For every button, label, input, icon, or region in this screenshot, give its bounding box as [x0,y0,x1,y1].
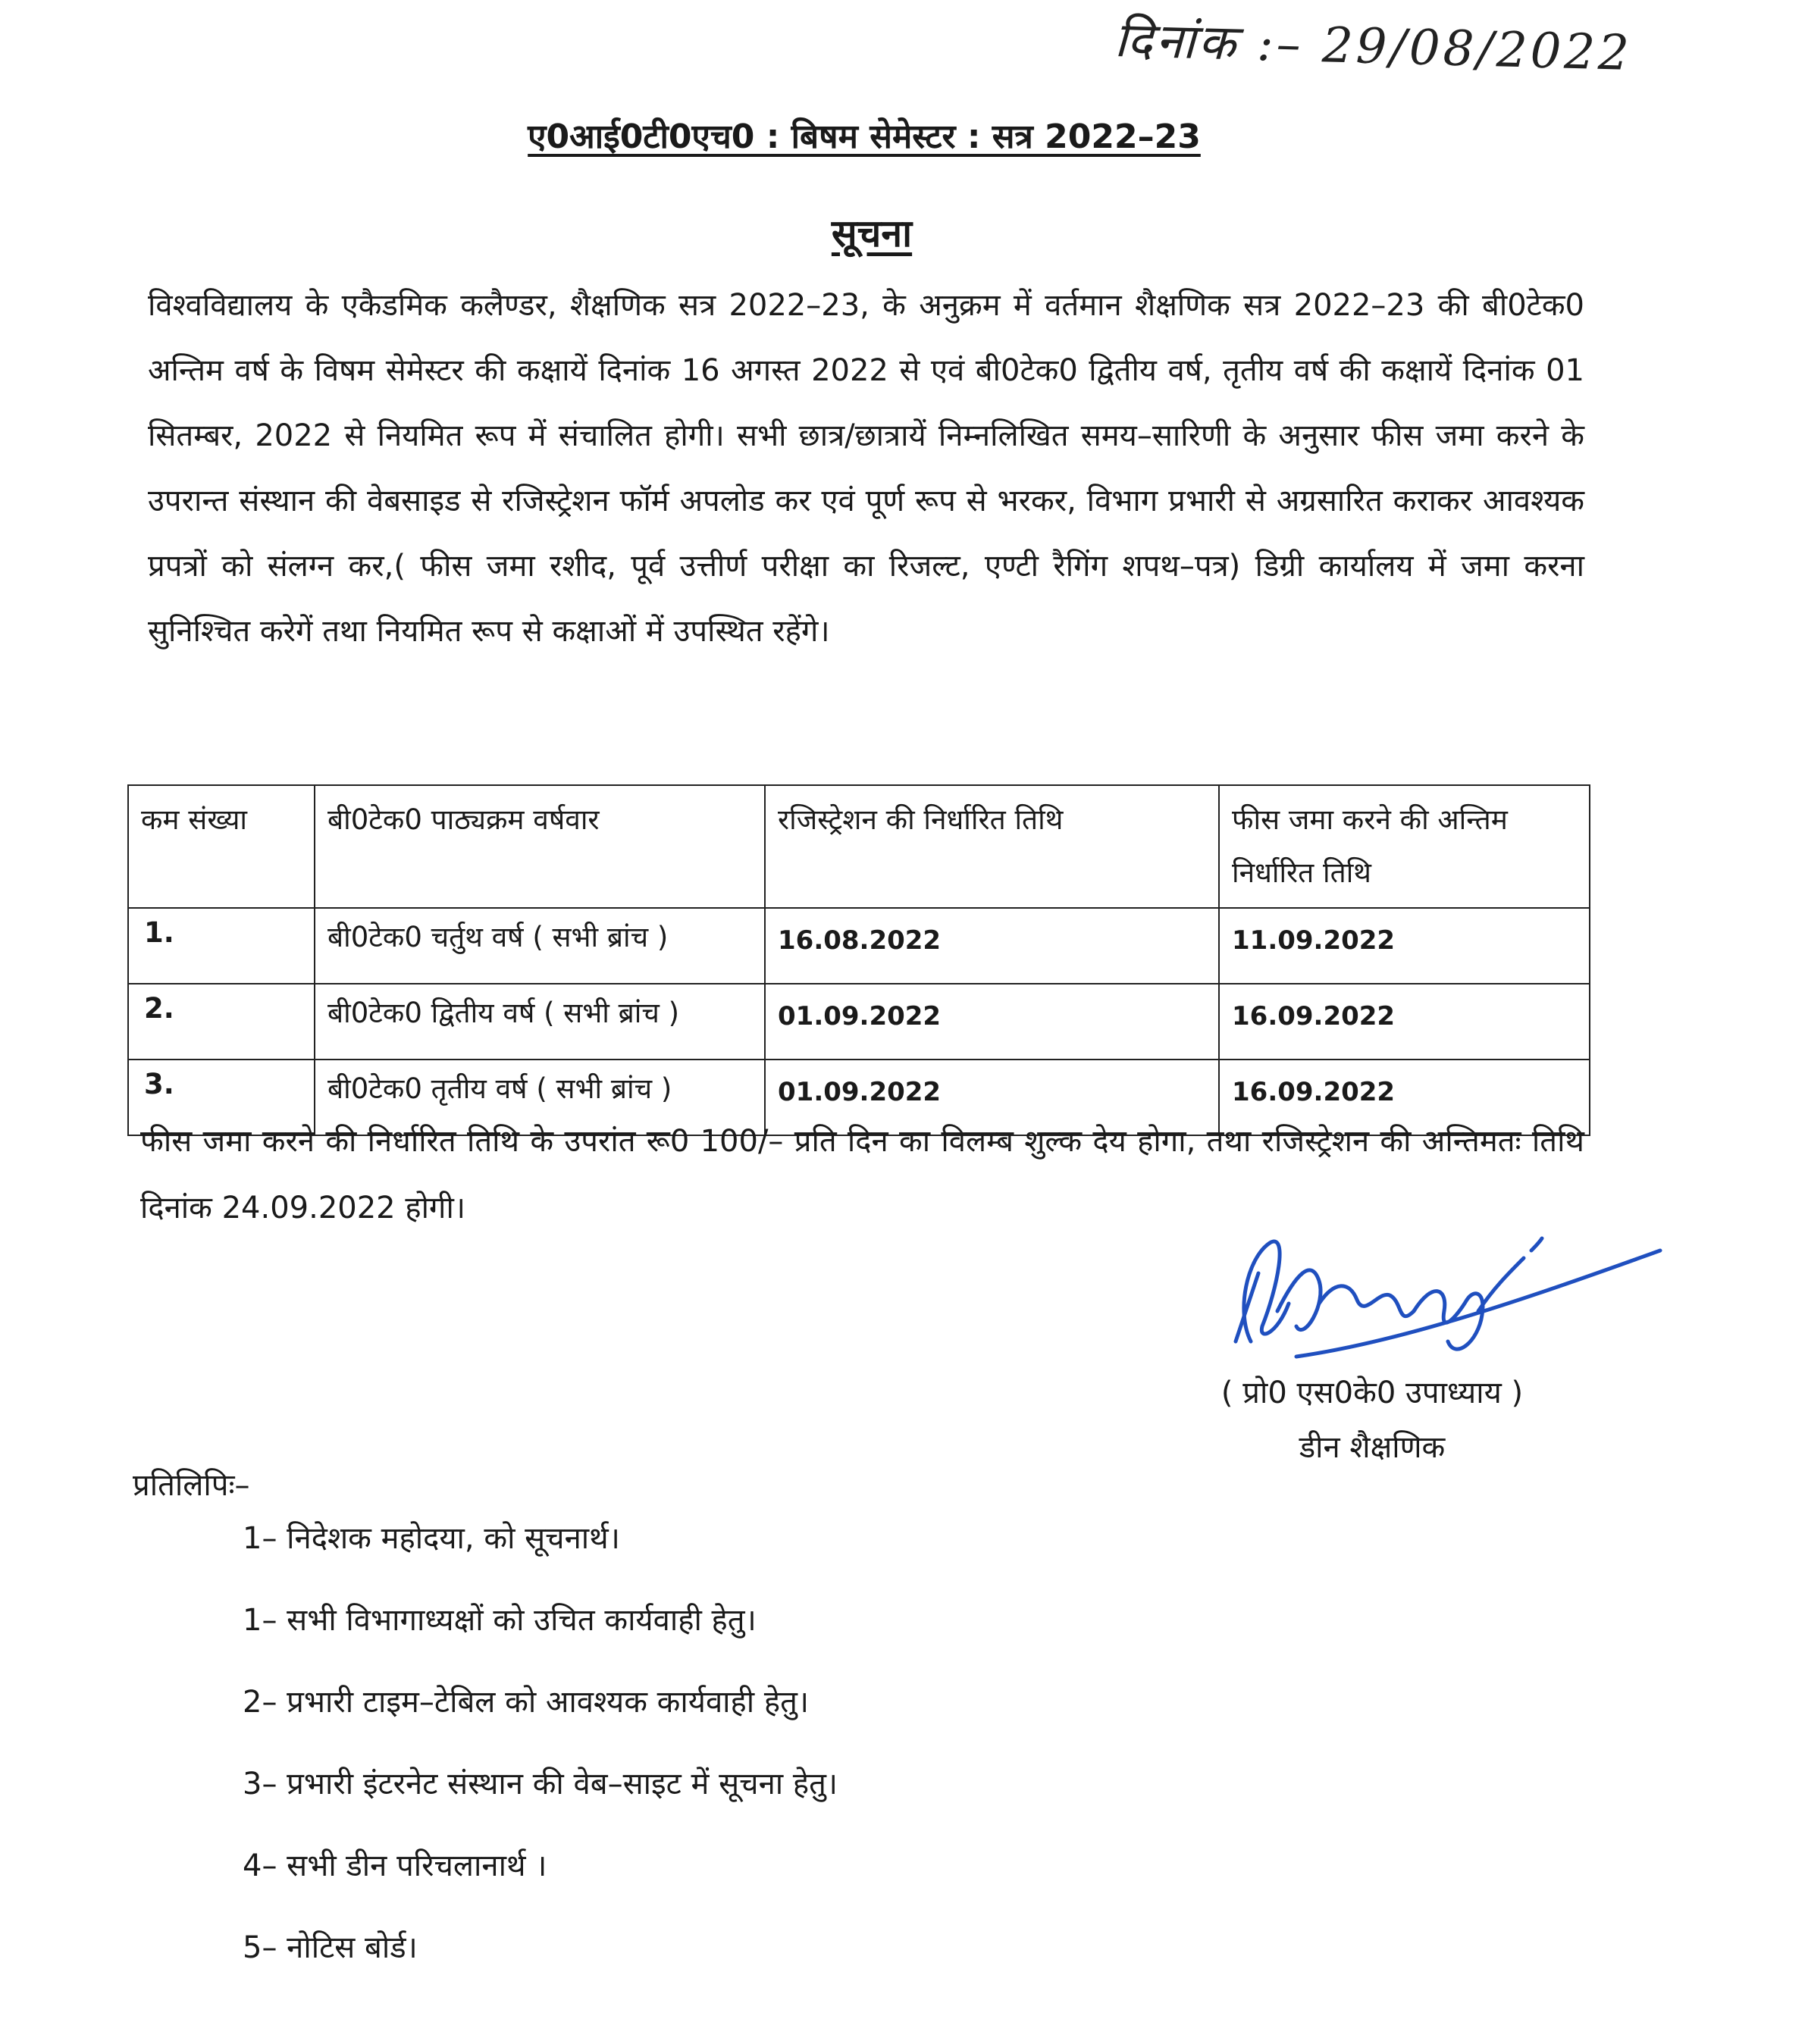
signatory-title: डीन शैक्षणिक [1299,1430,1446,1465]
copy-to-label: प्रतिलिपिः– [133,1468,250,1503]
course-cell: बी0टेक0 चर्तुथ वर्ष ( सभी ब्रांच ) [315,908,765,984]
table-row [128,908,1590,984]
registration-date-cell: 16.08.2022 [765,908,1219,984]
signature-image [1205,1228,1675,1379]
table-header-cell: रजिस्ट्रेशन की निर्धारित तिथि [765,785,1219,908]
registration-date-cell: 01.09.2022 [765,984,1219,1060]
fee-last-date-cell: 11.09.2022 [1219,908,1590,984]
serial-number-cell: 1. [128,908,315,984]
list-item: 3– प्रभारी इंटरनेट संस्थान की वेब–साइट में सूचना हेतु। [243,1767,838,1801]
table-header-cell: कम संख्या [128,785,315,908]
list-item: 1– सभी विभागाध्यक्षों को उचित कार्यवाही हेतु। [243,1603,757,1638]
document-heading: ए0आई0टी0एच0 : बिषम सेमेस्टर : सत्र 2022–23 [528,117,1201,156]
copy-to-list [243,1504,838,1995]
fee-last-date-cell: 16.09.2022 [1219,984,1590,1060]
table-row [128,984,1590,1060]
list-item: 1– निदेशक महोदया, को सूचनार्थ। [243,1521,620,1556]
course-cell: बी0टेक0 तृतीय वर्ष ( सभी ब्रांच ) [315,1060,765,1135]
signatory-name: ( प्रो0 एस0के0 उपाध्याय ) [1220,1376,1524,1410]
serial-number-cell: 3. [128,1060,315,1135]
table-header-row [128,785,1590,908]
table-header-cell: फीस जमा करने की अन्तिम निर्धारित तिथि [1219,785,1590,908]
handwritten-date: दिनांक :– 29/08/2022 [1114,12,1633,82]
registration-date-cell: 01.09.2022 [765,1060,1219,1135]
course-cell: बी0टेक0 द्वितीय वर्ष ( सभी ब्रांच ) [315,984,765,1060]
list-item: 5– नोटिस बोर्ड। [243,1930,418,1965]
late-fee-note: फीस जमा करने की निर्धारित तिथि के उपरांत रू0 100/– प्रति दिन का विलम्ब शुल्क देय होगा, तथा रजिस्ट्रेशन की अन्तिमतः तिथि दिनांक 24.09.2022 होगी। [140,1124,1584,1225]
notice-paragraph: विश्वविद्यालय के एकैडमिक कलैण्डर, शैक्षणिक सत्र 2022–23, के अनुक्रम में वर्तमान शैक्षणिक सत्र 2022–23 की बी0टेक0 अन्तिम वर्ष के विषम सेमेस्टर की कक्षायें दिनांक 16 अगस्त 2022 से एवं बी0टेक0 द्वितीय वर्ष, तृतीय वर्ष की कक्षायें दिनांक 01 सितम्बर, 2022 से नियमित रूप में संचालित होगी। सभी छात्र/छात्रायें निम्नलिखित समय–सारिणी के अनुसार फीस जमा करने के उपरान्त संस्थान की वेबसाइड से रजिस्ट्रेशन फॉर्म अपलोड कर एवं पूर्ण रूप से भरकर, विभाग प्रभारी से अग्रसारित कराकर आवश्यक प्रपत्रों को संलग्न कर,( फीस जमा रशीद, पूर्व उत्तीर्ण परीक्षा का रिजल्ट, एण्टी रैगिंग शपथ–पत्र) डिग्री कार्यालय में जमा करना सुनिश्चित करेगें तथा नियमित रूप से कक्षाओं में उपस्थित रहेंगे। [148,288,1584,649]
registration-schedule-table [127,784,1590,1136]
serial-number-cell: 2. [128,984,315,1060]
list-item: 2– प्रभारी टाइम–टेबिल को आवश्यक कार्यवाही हेतु। [243,1685,810,1720]
fee-last-date-cell: 16.09.2022 [1219,1060,1590,1135]
signature-strokes [1236,1238,1660,1357]
list-item: 4– सभी डीन परिचलानार्थ । [243,1848,547,1883]
notice-title: सूचना [831,211,913,255]
table-header-cell: बी0टेक0 पाठ्यक्रम वर्षवार [315,785,765,908]
